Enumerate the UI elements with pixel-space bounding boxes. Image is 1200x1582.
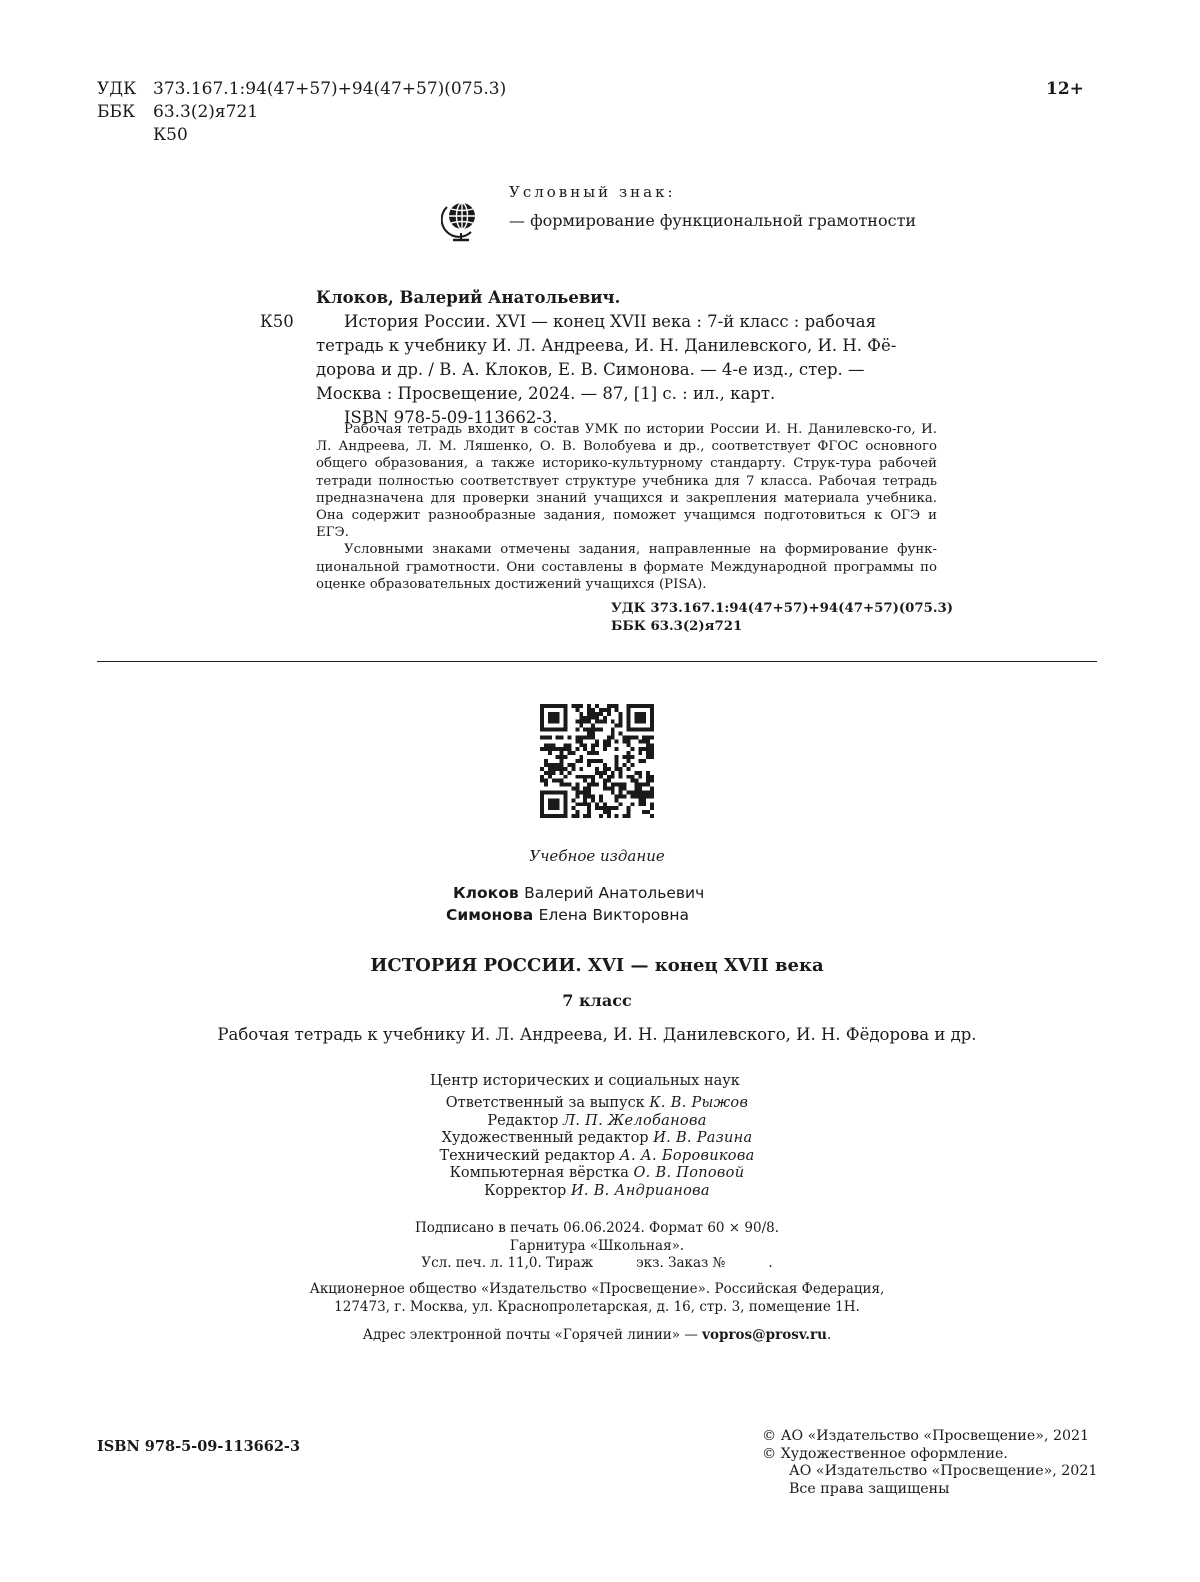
email-link[interactable]: vopros@prosv.ru — [702, 1327, 827, 1343]
credit-name: И. В. Андрианова — [570, 1182, 710, 1199]
copyright-3: АО «Издательство «Просвещение», 2021 — [789, 1463, 1098, 1479]
credit-role: Корректор — [484, 1182, 567, 1199]
annotation-paragraph-1: Рабочая тетрадь входит в состав УМК по истории России И. Н. Данилевско-го, И. Л. Андреева, Л. М. Ляшенко, О. В. Волобуева и др., соответствует ФГОС основного общего образования, а также историко-культурному стандарту. Струк-тура рабочей тетради полностью соответствует структуре учебника для 7 класса. Рабочая тетрадь предназначена для проверки знаний учащихся и закрепления материала учебника. Она содержит разнообразные задания, поможет учащимся подготовиться к ОГЭ и ЕГЭ. — [316, 422, 937, 541]
author-2-name: Елена Викторовна — [538, 906, 690, 924]
credit-name: О. В. Поповой — [633, 1165, 745, 1182]
email-suffix: . — [826, 1327, 832, 1343]
imprint-line-2: Гарнитура «Школьная». — [509, 1237, 685, 1254]
legend-text: — формирование функциональной грамотности — [509, 211, 917, 230]
copyright-1: © АО «Издательство «Просвещение», 2021 — [762, 1428, 1090, 1444]
credit-row — [0, 1095, 1194, 1113]
card-isbn: ISBN 978-5-09-113662-3. — [344, 408, 558, 427]
udk-line — [97, 78, 506, 101]
bbk-line — [97, 101, 258, 124]
credit-name: К. В. Рыжов — [649, 1095, 749, 1111]
card-line-2: тетрадь к учебнику И. Л. Андреева, И. Н. Данилевского, И. Н. Фё- — [316, 336, 897, 355]
author-2 — [446, 905, 689, 925]
edition-type: Учебное издание — [529, 847, 665, 865]
credit-role: Компьютерная вёрстка — [449, 1165, 629, 1182]
credit-row — [0, 1130, 1194, 1148]
credits-center: Центр исторических и социальных наук — [430, 1073, 740, 1089]
card-annotation — [316, 421, 937, 593]
card-udk: УДК 373.167.1:94(47+57)+94(47+57)(075.3) — [611, 601, 954, 616]
email-prefix: Адрес электронной почты «Горячей линии» — — [362, 1327, 703, 1343]
card-line-4: Москва : Просвещение, 2024. — 87, [1] с. : ил., карт. — [316, 384, 776, 403]
card-bbk: ББК 63.3(2)я721 — [611, 619, 743, 634]
card-description — [316, 310, 946, 430]
card-author-mark: К50 — [260, 312, 294, 331]
annotation-paragraph-2: Условными знаками отмечены задания, направленные на формирование функ-циональной грамотности. Они составлены в формате Международной программы по оценке образовательных достижений учащихся (PISA). — [316, 542, 937, 592]
publisher-line-2: 127473, г. Москва, ул. Краснопролетарская, д. 16, стр. 3, помещение 1Н. — [334, 1298, 860, 1315]
bbk-value: 63.3(2)я721 — [153, 102, 259, 122]
imprint-print — [0, 1220, 1194, 1273]
credit-role: Редактор — [487, 1112, 559, 1129]
author-2-surname: Симонова — [446, 906, 534, 924]
credit-row — [0, 1183, 1194, 1201]
imprint-line-1: Подписано в печать 06.06.2024. Формат 60 × 90/8. — [414, 1220, 780, 1236]
credit-row — [0, 1148, 1194, 1166]
publisher-address — [0, 1281, 1194, 1316]
credit-row — [0, 1165, 1194, 1183]
credit-role: Художественный редактор — [441, 1130, 649, 1147]
credit-role: Технический редактор — [439, 1147, 616, 1164]
book-subtitle: Рабочая тетрадь к учебнику И. Л. Андреева, И. Н. Данилевского, И. Н. Фёдорова и др. — [217, 1025, 977, 1044]
copyright-block — [762, 1428, 1097, 1498]
credit-name: И. В. Разина — [653, 1130, 753, 1147]
copyright-4: Все права защищены — [789, 1480, 950, 1497]
author-mark-header: К50 — [153, 125, 188, 145]
divider — [97, 661, 1097, 662]
footer-isbn: ISBN 978-5-09-113662-3 — [97, 1438, 301, 1455]
author-1 — [453, 883, 704, 903]
card-author: Клоков, Валерий Анатольевич. — [316, 288, 621, 307]
qr-code — [540, 704, 654, 818]
imprint-line-3: Усл. печ. л. 11,0. Тираж экз. Заказ № . — [421, 1255, 773, 1271]
card-line-1: История России. XVI — конец XVII века : 7-й класс : рабочая — [344, 312, 877, 331]
copyright-2: © Художественное оформление. — [762, 1445, 1008, 1462]
credit-row — [0, 1113, 1194, 1131]
credit-role: Ответственный за выпуск — [445, 1095, 645, 1111]
publisher-line-1: Акционерное общество «Издательство «Просвещение». Российская Федерация, — [309, 1281, 885, 1297]
grade: 7 класс — [562, 991, 632, 1010]
credit-name: А. А. Боровикова — [619, 1147, 755, 1164]
udk-value: 373.167.1:94(47+57)+94(47+57)(075.3) — [153, 79, 507, 99]
age-rating: 12+ — [1046, 79, 1084, 99]
bbk-label: ББК — [97, 102, 136, 122]
book-title: ИСТОРИЯ РОССИИ. XVI — конец XVII века — [370, 955, 824, 976]
legend-heading: Условный знак: — [509, 183, 676, 201]
credits-list — [0, 1095, 1194, 1201]
author-1-surname: Клоков — [453, 884, 519, 902]
hotline-email — [0, 1327, 1194, 1345]
author-1-name: Валерий Анатольевич — [524, 884, 705, 902]
globe-icon — [441, 199, 481, 243]
credit-name: Л. П. Желобанова — [562, 1112, 707, 1129]
card-line-3: дорова и др. / В. А. Клоков, Е. В. Симонова. — 4-е изд., стер. — — [316, 360, 865, 379]
udk-label: УДК — [97, 79, 137, 99]
